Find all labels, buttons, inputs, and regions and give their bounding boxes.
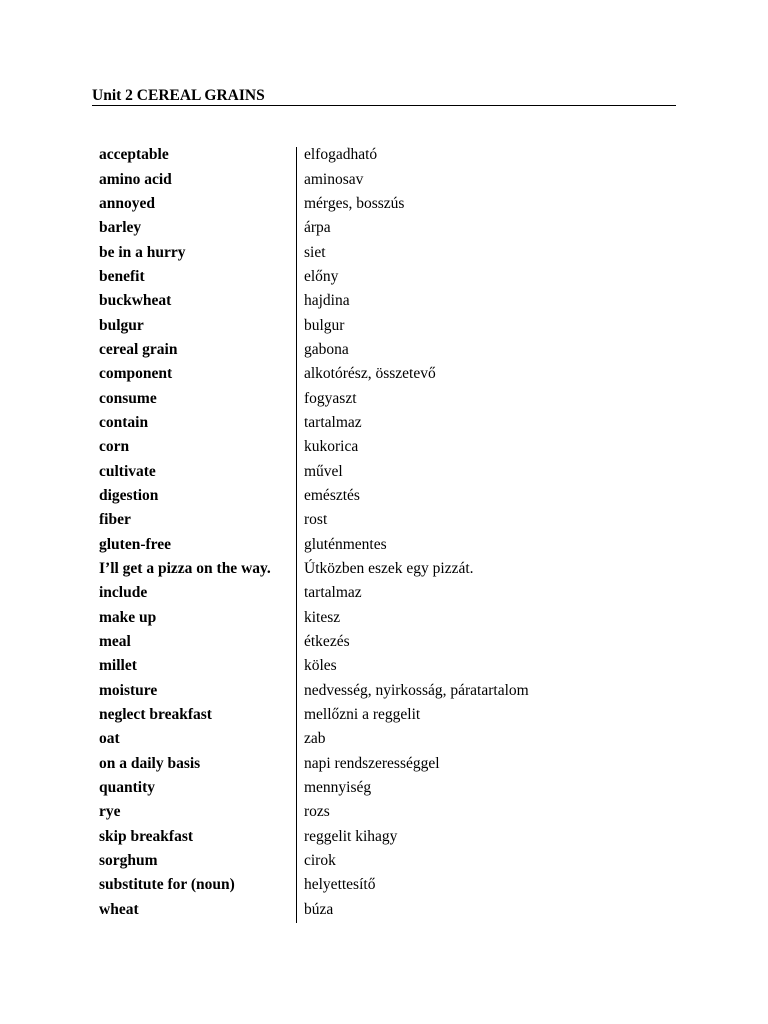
glossary-term: wheat (99, 900, 139, 918)
glossary-translation: cirok (304, 852, 336, 870)
glossary-row (92, 289, 676, 313)
glossary-row (92, 265, 676, 289)
glossary-row (92, 703, 676, 727)
glossary-term: component (99, 365, 173, 383)
glossary-row (92, 581, 676, 605)
glossary-term: digestion (99, 486, 159, 504)
glossary-row (92, 849, 676, 873)
glossary-term: skip breakfast (99, 827, 194, 845)
glossary-term: cereal grain (99, 340, 178, 358)
glossary-table (92, 143, 676, 922)
glossary-row (92, 167, 676, 191)
glossary-term: fiber (99, 511, 131, 529)
glossary-row (92, 557, 676, 581)
glossary-term: gluten-free (99, 535, 172, 553)
glossary-translation: rozs (304, 803, 330, 821)
glossary-term: on a daily basis (99, 754, 201, 772)
glossary-translation: fogyaszt (304, 389, 357, 407)
glossary-translation: zab (304, 730, 326, 748)
glossary-row (92, 727, 676, 751)
glossary-term: substitute for (noun) (99, 876, 235, 894)
glossary-row (92, 143, 676, 167)
glossary-term: millet (99, 657, 137, 675)
glossary-term: make up (99, 608, 157, 626)
glossary-translation: rost (304, 511, 328, 529)
glossary-translation: siet (304, 243, 326, 261)
glossary-translation: helyettesítő (304, 876, 376, 894)
glossary-term: bulgur (99, 316, 144, 334)
glossary-term: barley (99, 219, 142, 237)
glossary-translation: napi rendszerességgel (304, 754, 440, 772)
glossary-translation: mérges, bosszús (304, 194, 405, 212)
glossary-translation: Útközben eszek egy pizzát. (304, 560, 474, 578)
glossary-translation: árpa (304, 219, 331, 237)
glossary-row (92, 533, 676, 557)
glossary-term: corn (99, 438, 130, 456)
glossary-translation: alkotórész, összetevő (304, 365, 436, 383)
glossary-translation: elfogadható (304, 146, 378, 164)
glossary-row (92, 752, 676, 776)
glossary-term: rye (99, 803, 121, 821)
glossary-term: quantity (99, 779, 155, 797)
glossary-translation: nedvesség, nyirkosság, páratartalom (304, 681, 529, 699)
glossary-row (92, 630, 676, 654)
glossary-row (92, 873, 676, 897)
glossary-term: consume (99, 389, 157, 407)
glossary-term: oat (99, 730, 120, 748)
glossary-row (92, 386, 676, 410)
glossary-row (92, 800, 676, 824)
glossary-row (92, 240, 676, 264)
glossary-translation: búza (304, 900, 334, 918)
glossary-row (92, 679, 676, 703)
glossary-row (92, 313, 676, 337)
glossary-row (92, 825, 676, 849)
glossary-term: amino acid (99, 170, 172, 188)
glossary-translation: étkezés (304, 633, 350, 651)
glossary-translation: kukorica (304, 438, 359, 456)
glossary-term: neglect breakfast (99, 706, 212, 724)
glossary-term: benefit (99, 267, 145, 285)
glossary-term: cultivate (99, 462, 156, 480)
glossary-translation: előny (304, 267, 339, 285)
glossary-translation: emésztés (304, 486, 360, 504)
glossary-term: sorghum (99, 852, 158, 870)
glossary-translation: mellőzni a reggelit (304, 706, 421, 724)
glossary-row (92, 606, 676, 630)
glossary-term: include (99, 584, 148, 602)
glossary-term: I’ll get a pizza on the way. (99, 560, 271, 578)
glossary-row (92, 898, 676, 922)
glossary-translation: gluténmentes (304, 535, 387, 553)
glossary-row (92, 411, 676, 435)
glossary-translation: köles (304, 657, 337, 675)
glossary-term: annoyed (99, 194, 155, 212)
glossary-translation: hajdina (304, 292, 350, 310)
glossary-row (92, 338, 676, 362)
glossary-translation: gabona (304, 340, 349, 358)
glossary-term: meal (99, 633, 131, 651)
glossary-term: be in a hurry (99, 243, 186, 261)
glossary-translation: tartalmaz (304, 413, 362, 431)
glossary-row (92, 435, 676, 459)
glossary-row (92, 362, 676, 386)
glossary-row (92, 654, 676, 678)
page-title: Unit 2 CEREAL GRAINS (92, 86, 676, 106)
glossary-translation: kitesz (304, 608, 341, 626)
glossary-translation: bulgur (304, 316, 345, 334)
glossary-row (92, 776, 676, 800)
glossary-translation: aminosav (304, 170, 364, 188)
glossary-translation: művel (304, 462, 343, 480)
glossary-translation: reggelit kihagy (304, 827, 398, 845)
glossary-term: buckwheat (99, 292, 172, 310)
glossary-row (92, 508, 676, 532)
glossary-term: contain (99, 413, 149, 431)
glossary-row (92, 216, 676, 240)
glossary-row (92, 459, 676, 483)
glossary-translation: tartalmaz (304, 584, 362, 602)
glossary-term: acceptable (99, 146, 169, 164)
glossary-term: moisture (99, 681, 158, 699)
glossary-row (92, 484, 676, 508)
glossary-row (92, 192, 676, 216)
glossary-translation: mennyiség (304, 779, 372, 797)
